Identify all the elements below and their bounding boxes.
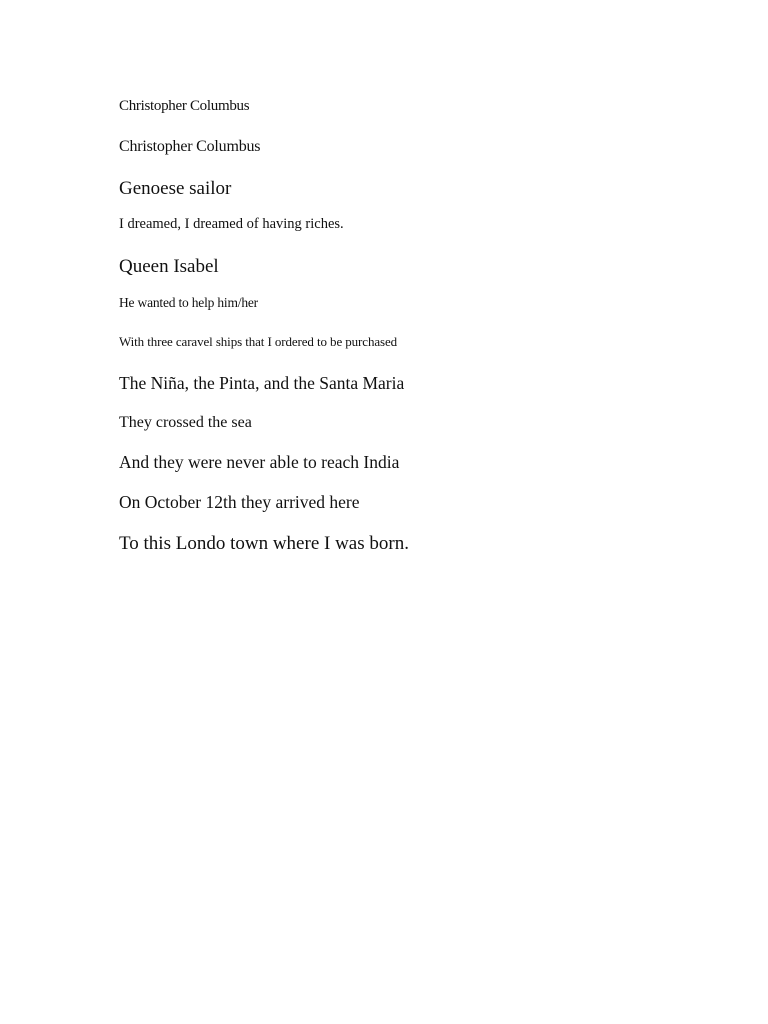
text-line: I dreamed, I dreamed of having riches.	[119, 216, 344, 232]
text-line: They crossed the sea	[119, 414, 252, 431]
text-line: On October 12th they arrived here	[119, 492, 360, 512]
text-line: Genoese sailor	[119, 178, 232, 199]
text-line: The Niña, the Pinta, and the Santa Maria	[119, 373, 405, 393]
text-line: To this Londo town where I was born.	[119, 533, 409, 554]
text-line-title: Christopher Columbus	[119, 98, 250, 114]
text-line: He wanted to help him/her	[119, 295, 258, 310]
text-line: Queen Isabel	[119, 256, 219, 277]
text-line-subtitle: Christopher Columbus	[119, 138, 261, 155]
text-line: With three caravel ships that I ordered to be purchased	[119, 334, 398, 349]
text-line: And they were never able to reach India	[119, 452, 400, 472]
